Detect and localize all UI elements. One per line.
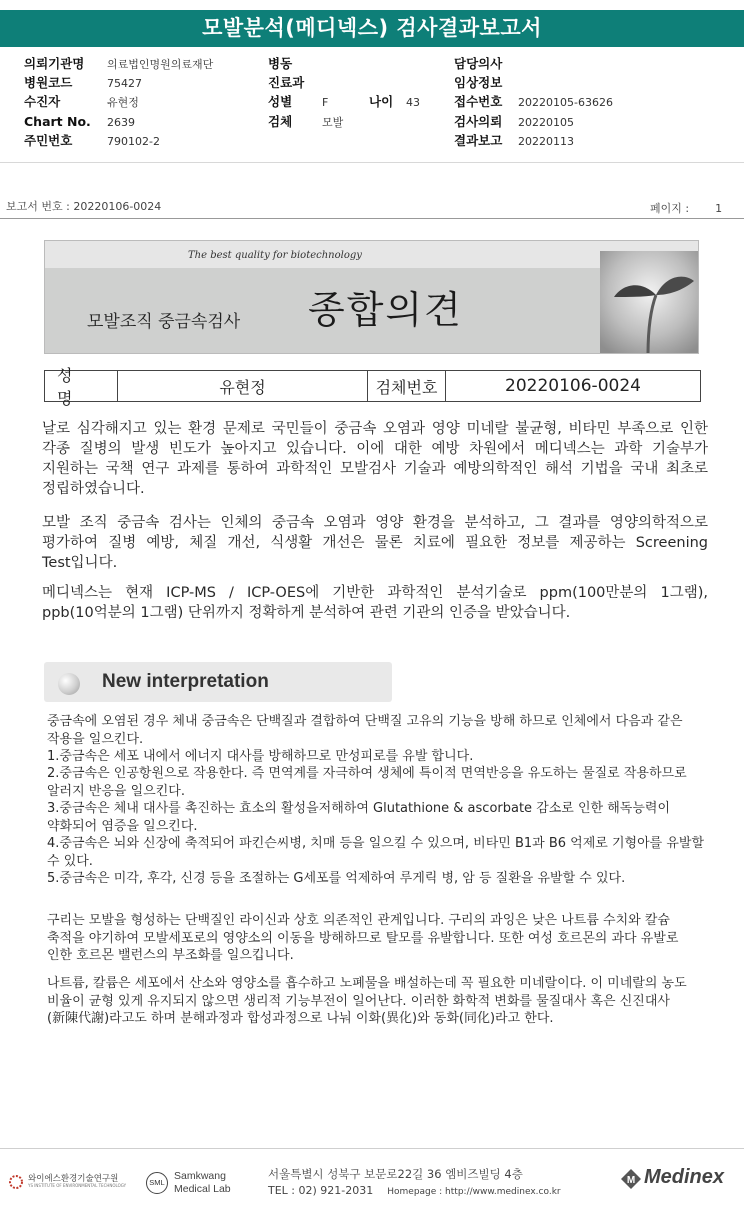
section-title: New interpretation (102, 671, 269, 692)
department-label: 진료과 (268, 75, 305, 90)
specimen-number-label: 검체번호 (368, 371, 446, 401)
age-value: 43 (406, 96, 420, 109)
hospital-code-value: 75427 (107, 77, 142, 90)
effect-item-4: 4.중금속은 뇌와 신장에 축적되어 파킨슨씨병, 치매 등을 일으킬 수 있으며, 비타민 B1과 B6 억제로 기형아를 유발할 수 있다. (47, 836, 705, 869)
medinex-logo-icon (620, 1168, 642, 1190)
divider (0, 162, 744, 163)
intro-paragraph-1: 날로 심각해지고 있는 환경 문제로 국민들이 중금속 오염과 영양 미네랄 불균형, 비타민 부족으로 인한 각종 질병의 발생 빈도가 높아지고 있습니다. 이에 대한 예방 차원에서 메디넥스는 과학 기술부가 지원하는 국책 연구 과제를 통하여 과학적인 모발검사 기술과 예방의학적인 해석 기법을 국내 최초로 정립하였습니다. (42, 421, 708, 497)
divider (0, 1148, 744, 1149)
recipient-value: 유현정 (107, 96, 139, 109)
medinex-brand: Medinex (644, 1166, 725, 1188)
chart-no-value: 2639 (107, 116, 135, 129)
effect-item-5: 5.중금속은 미각, 후각, 신경 등을 조절하는 G세포를 억제하여 루게릭 병, 암 등 질환을 유발할 수 있다. (47, 871, 626, 886)
patient-summary-box (44, 366, 701, 408)
sml-logo-icon: SML (146, 1172, 168, 1194)
copper-paragraph: 구리는 모발을 형성하는 단백질인 라이신과 상호 의존적인 관계입니다. 구리의 과잉은 낮은 나트륨 수치와 칼슘 축적을 야기하여 모발세포로의 영양소의 이동을 방해하므로 탈모를 유발합니다. 또한 여성 호르몬의 과다 유발로 인한 호르몬 밸런스의 부조화를 일으킵니다. (47, 913, 679, 963)
divider (0, 218, 744, 219)
footer-contact (268, 1184, 561, 1197)
page-label: 페이지 : (650, 202, 690, 215)
heavy-metal-intro: 중금속에 오염된 경우 체내 중금속은 단백질과 결합하여 단백질 고유의 기능을 방해 하므로 인체에서 다음과 같은 작용을 일으킨다. (47, 714, 683, 747)
sprout-image (600, 251, 699, 354)
recipient-label: 수진자 (24, 94, 61, 109)
resident-no-label: 주민번호 (24, 133, 73, 148)
report-date-label: 결과보고 (454, 133, 503, 148)
ys-logo-icon (8, 1174, 24, 1190)
effect-item-1: 1.중금속은 세포 내에서 에너지 대사를 방해하므로 만성피로를 유발 합니다. (47, 749, 474, 764)
specimen-number-value: 20220106-0024 (505, 376, 641, 396)
clinical-info-label: 임상정보 (454, 75, 503, 90)
sodium-potassium-paragraph: 나트륨, 칼륨은 세포에서 산소와 영양소를 흡수하고 노폐물을 배설하는데 꼭 필요한 미네랄이다. 이 미네랄의 농도 비율이 균형 있게 유지되지 않으면 생리적 기능부전이 일어난다. 이러한 화학적 변화를 물질대사 혹은 신진대사(新陳代謝)라고도 하며 분해과정과 합성과정으로 나눠 이화(異化)와 동화(同化)라고 한다. (47, 976, 687, 1026)
ward-label: 병동 (268, 56, 293, 71)
ys-institute-subtitle: YS INSTITUTE OF ENVIRONMENTAL TECHNOLOGY (28, 1183, 127, 1188)
name-value: 유현정 (118, 371, 368, 401)
resident-no-value: 790102-2 (107, 135, 160, 148)
institution-label: 의뢰기관명 (24, 56, 85, 71)
chart-no-label: Chart No. (24, 114, 91, 129)
specimen-value: 모발 (322, 116, 344, 129)
request-date-value: 20220105 (518, 116, 574, 129)
specimen-label: 검체 (268, 114, 293, 129)
receipt-no-value: 20220105-63626 (518, 96, 613, 109)
footer-address: 서울특별시 성북구 보문로22길 36 엠비즈빌딩 4층 (268, 1167, 523, 1181)
samkwang-logo (146, 1168, 246, 1198)
report-title: 모발분석(메디넥스) 검사결과보고서 (0, 10, 744, 47)
svg-text:M: M (626, 1175, 636, 1186)
banner-tagline: The best quality for biotechnology (188, 250, 362, 261)
receipt-no-label: 접수번호 (454, 94, 503, 109)
report-date-value: 20220113 (518, 135, 574, 148)
page-number (650, 200, 722, 216)
patient-info-section (0, 52, 744, 152)
request-date-label: 검사의뢰 (454, 114, 503, 129)
section-header (44, 662, 392, 702)
ys-institute-name: 와이에스환경기술연구원 (28, 1174, 119, 1184)
report-number: 보고서 번호 : 20220106-0024 (6, 200, 162, 213)
intro-paragraph-3: 메디넥스는 현재 ICP-MS / ICP-OES에 기반한 과학적인 분석기술로 ppm(100만분의 1그램), ppb(10억분의 1그램) 단위까지 정확하게 분석하여 관련 기관의 인증을 받았습니다. (42, 585, 708, 621)
institution-value: 의료법인명원의료재단 (107, 58, 214, 71)
effect-item-2: 2.중금속은 인공항원으로 작용한다. 즉 면역계를 자극하여 생체에 특이적 면역반응을 유도하는 물질로 작용하므로 알러지 반응을 일으킨다. (47, 766, 687, 799)
footer-tel: TEL : 02) 921-2031 (268, 1184, 374, 1197)
hospital-code-label: 병원코드 (24, 75, 73, 90)
name-label: 성 명 (45, 371, 118, 401)
doctor-label: 담당의사 (454, 56, 503, 71)
banner-title: 종합의견 (308, 288, 463, 332)
sphere-icon (58, 673, 80, 695)
age-label: 나이 (369, 94, 394, 109)
footer-homepage: Homepage : http://www.medinex.co.kr (387, 1187, 561, 1197)
medinex-logo (620, 1165, 732, 1197)
effect-item-3: 3.중금속은 체내 대사를 촉진하는 효소의 활성을저해하여 Glutathione & ascorbate 감소로 인한 해독능력이 약화되어 염증을 일으킨다. (47, 801, 671, 834)
ys-institute-logo (8, 1172, 133, 1194)
samkwang-name-line1: Samkwang (174, 1170, 226, 1182)
opinion-banner (44, 240, 699, 354)
intro-paragraph-2: 모발 조직 중금속 검사는 인체의 중금속 오염과 영양 환경을 분석하고, 그 결과를 영양의학적으로 평가하여 질병 예방, 체질 개선, 식생활 개선은 물론 치료에 필요한 정보를 제공하는 Screening Test입니다. (42, 515, 708, 571)
sex-value: F (322, 96, 329, 109)
page-value: 1 (715, 202, 723, 215)
banner-subtitle: 모발조직 중금속검사 (87, 312, 241, 332)
samkwang-name-line2: Medical Lab (174, 1183, 231, 1195)
sex-label: 성별 (268, 94, 293, 109)
